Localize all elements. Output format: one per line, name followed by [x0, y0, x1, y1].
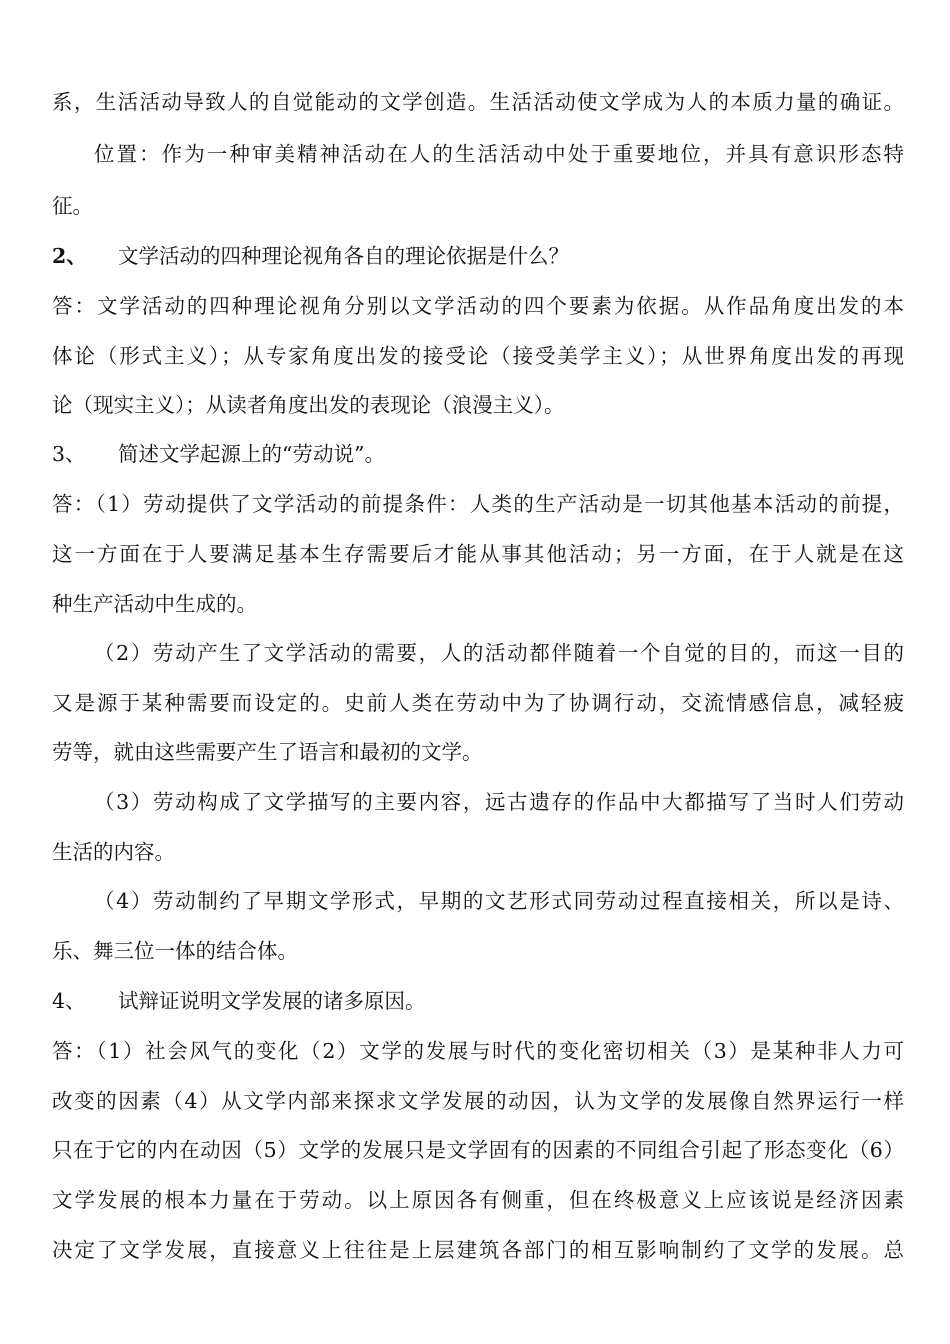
answer-line: 这一方面在于人要满足基本生存需要后才能从事其他活动；另一方面，在于人就是在这 — [52, 542, 904, 566]
answer-line: 答：（1）劳动提供了文学活动的前提条件：人类的生产活动是一切其他基本活动的前提， — [52, 492, 904, 516]
question-heading — [52, 434, 904, 474]
answer-line: 改变的因素（4）从文学内部来探求文学发展的动因，认为文学的发展像自然界运行一样 — [52, 1089, 904, 1113]
answer-line: 论（现实主义）；从读者角度出发的表现论（浪漫主义）。 — [52, 393, 565, 417]
answer-line: 决定了文学发展，直接意义上往往是上层建筑各部门的相互影响制约了文学的发展。总 — [52, 1238, 904, 1262]
answer-line: 又是源于某种需要而设定的。史前人类在劳动中为了协调行动，交流情感信息，减轻疲 — [52, 691, 904, 715]
answer-line: 乐、舞三位一体的结合体。 — [52, 939, 298, 963]
answer-line: 文学发展的根本力量在于劳动。以上原因各有侧重，但在终极意义上应该说是经济因素 — [52, 1188, 904, 1212]
question-text: 简述文学起源上的“劳动说”。 — [118, 442, 385, 466]
question-heading — [52, 981, 904, 1021]
answer-line: 生活的内容。 — [52, 840, 175, 864]
answer-line: 种生产活动中生成的。 — [52, 592, 257, 616]
question-number: 3、 — [52, 442, 86, 466]
answer-line: 劳等，就由这些需要产生了语言和最初的文学。 — [52, 740, 483, 764]
paragraph-line: 征。 — [52, 194, 93, 218]
question-heading — [52, 236, 904, 276]
question-text: 试辩证说明文学发展的诸多原因。 — [118, 989, 426, 1013]
answer-line: 只在于它的内在动因（5）文学的发展只是文学固有的因素的不同组合引起了形态变化（6） — [52, 1138, 904, 1162]
answer-line: （2）劳动产生了文学活动的需要，人的活动都伴随着一个自觉的目的，而这一目的 — [94, 641, 904, 665]
question-number: 2、 — [52, 244, 87, 268]
answer-line: 体论（形式主义）；从专家角度出发的接受论（接受美学主义）；从世界角度出发的再现 — [52, 344, 904, 368]
question-text: 文学活动的四种理论视角各自的理论依据是什么？ — [118, 244, 569, 268]
question-number: 4、 — [52, 989, 86, 1013]
answer-line: 答：文学活动的四种理论视角分别以文学活动的四个要素为依据。从作品角度出发的本 — [52, 294, 904, 318]
answer-line: 答：（1）社会风气的变化（2）文学的发展与时代的变化密切相关（3）是某种非人力可 — [52, 1039, 904, 1063]
answer-line: （3）劳动构成了文学描写的主要内容，远古遗存的作品中大都描写了当时人们劳动 — [94, 790, 904, 814]
paragraph-line: 位置：作为一种审美精神活动在人的生活活动中处于重要地位，并具有意识形态特 — [94, 142, 904, 166]
paragraph-line: 系，生活活动导致人的自觉能动的文学创造。生活活动使文学成为人的本质力量的确证。 — [52, 90, 904, 114]
answer-line: （4）劳动制约了早期文学形式，早期的文艺形式同劳动过程直接相关，所以是诗、 — [94, 889, 904, 913]
